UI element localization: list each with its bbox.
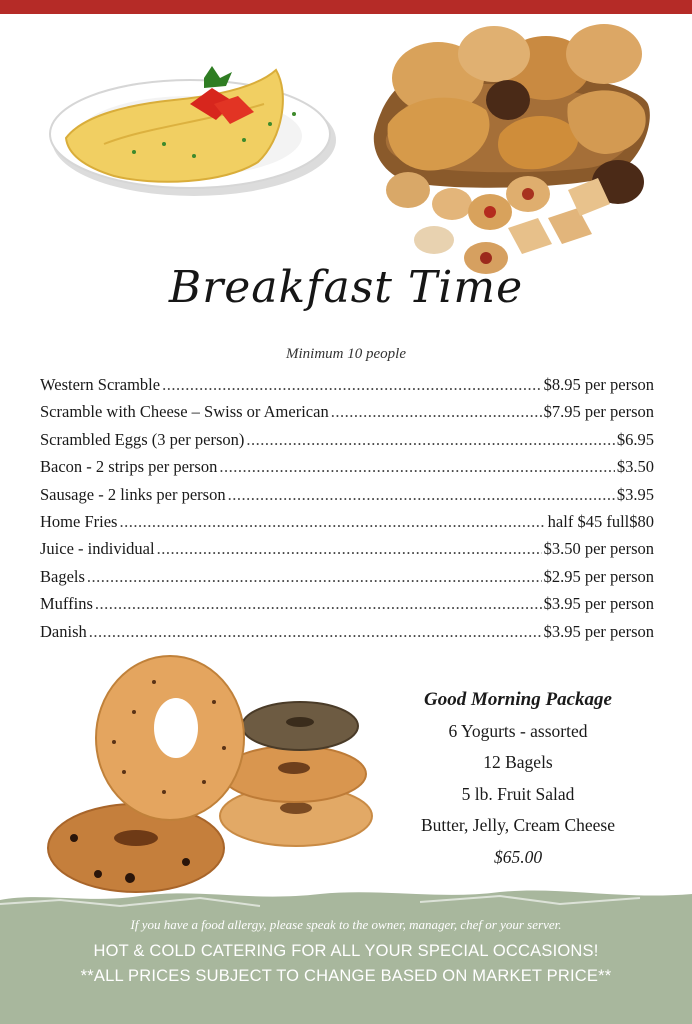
menu-item [40,430,654,457]
allergy-note: If you have a food allergy, please speak to the owner, manager, chef or your server. [130,917,562,932]
dot-leader [95,594,542,614]
menu-item-price: $2.95 per person [543,566,654,586]
menu-item-price: $7.95 per person [543,402,654,422]
menu-item-price: half $45 full$80 [547,511,654,531]
menu-item [40,622,654,649]
dot-leader [157,539,542,559]
package-item: Butter, Jelly, Cream Cheese [420,815,615,835]
menu-item-name: Juice - individual [40,539,155,559]
dot-leader [246,430,615,450]
dot-leader [331,402,542,422]
menu-item [40,485,654,512]
menu-item-price: $3.50 [616,457,654,477]
package-item: 6 Yogurts - assorted [448,720,588,741]
dot-leader [162,375,541,395]
package-item: 12 Bagels [483,752,553,772]
menu-item-name: Scramble with Cheese – Swiss or American [40,402,329,422]
package-price: $65.00 [493,846,543,867]
menu-item-price: $3.50 per person [543,539,654,559]
menu-item-name: Muffins [40,594,93,614]
dot-leader [119,512,545,532]
menu-item [40,402,654,429]
menu-item [40,457,654,484]
good-morning-package [390,684,646,873]
menu-item [40,594,654,621]
menu-item-price: $6.95 [616,429,654,449]
package-title: Good Morning Package [424,689,612,710]
omelette-plate-photo [44,44,340,204]
menu-item-name: Danish [40,621,87,641]
catering-banner: HOT & COLD CATERING FOR ALL YOUR SPECIAL OCCASIONS! [93,942,599,960]
menu-item-name: Bacon - 2 strips per person [40,457,218,477]
breakfast-menu [40,375,654,649]
dot-leader [89,622,542,642]
menu-item [40,567,654,594]
menu-item-name: Sausage - 2 links per person [40,484,226,504]
page-title: Breakfast Time [168,262,524,313]
top-accent-bar [0,0,692,14]
menu-item-price: $3.95 per person [543,621,654,641]
menu-item-price: $3.95 per person [543,594,654,614]
menu-item-name: Western Scramble [40,375,161,394]
menu-item-name: Home Fries [40,511,118,531]
menu-item [40,539,654,566]
page-subtitle: Minimum 10 people [286,346,406,362]
menu-item-name: Bagels [40,566,85,586]
pastry-basket-photo [368,14,658,284]
menu-item-name: Scrambled Eggs (3 per person) [40,429,245,449]
menu-item [40,512,654,539]
dot-leader [228,485,615,505]
bagel-stack-photo [44,652,382,896]
menu-item-price: $8.95 per person [543,375,654,394]
dot-leader [87,567,542,587]
menu-item-price: $3.95 [616,484,654,504]
price-disclaimer: **ALL PRICES SUBJECT TO CHANGE BASED ON MARKET PRICE** [80,967,612,985]
menu-item [40,375,654,402]
package-item: 5 lb. Fruit Salad [461,783,575,804]
dot-leader [219,457,615,477]
